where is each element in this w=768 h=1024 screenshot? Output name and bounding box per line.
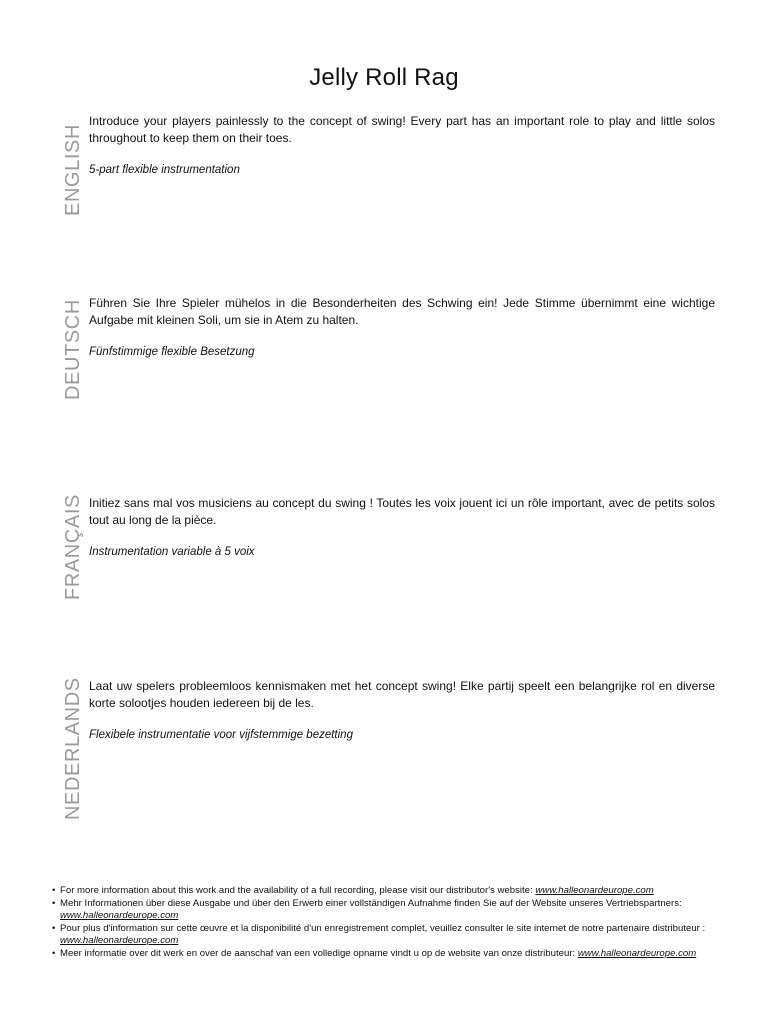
description-francais: Initiez sans mal vos musiciens au concept du swing ! Toutes les voix jouent ici un rôle important, avec de petits solos tout au long de la pièce. (89, 496, 715, 527)
language-label-francais: FRANÇAIS (62, 494, 84, 600)
footer-note-text: For more information about this work and the availability of a full recording, please visit our distributor's website: (60, 885, 536, 896)
footer-note-text: Meer informatie over dit werk en over de aanschaf van een volledige opname vindt u op de website van onze distributeur: (60, 947, 578, 959)
instrumentation-deutsch: Fünfstimmige flexible Besetzung (89, 346, 255, 358)
description-english: Introduce your players painlessly to the concept of swing! Every part has an important role to play and little solos throughout to keep them on their toes. (89, 114, 715, 145)
description-deutsch: Führen Sie Ihre Spieler mühelos in die Besonderheiten des Schwing ein! Jede Stimme übernimmt eine wichtige Aufgabe mit kleinen Soli, um sie in Atem zu halten. (89, 296, 715, 327)
footer-note-english (52, 885, 732, 898)
footer-note-text: Mehr Informationen über diese Ausgabe und über den Erwerb einer vollständigen Aufnahme finden Sie auf der Website unseres Vertriebspartners: (60, 897, 682, 909)
instrumentation-english: 5-part flexible instrumentation (89, 164, 240, 176)
instrumentation-francais: Instrumentation variable à 5 voix (89, 546, 255, 558)
language-label-deutsch: DEUTSCH (62, 299, 84, 400)
distributor-link[interactable]: www.halleonardeurope.com (535, 885, 654, 896)
language-label-english: ENGLISH (62, 123, 84, 216)
page-title: Jelly Roll Rag (309, 64, 459, 91)
bullet-icon: • (52, 922, 56, 934)
instrumentation-nederlands: Flexibele instrumentatie voor vijfstemmige bezetting (89, 729, 353, 741)
bullet-icon: • (52, 947, 56, 959)
footer-note-nederlands (52, 948, 732, 961)
footer-note-francais (52, 923, 732, 948)
footer-note-deutsch (52, 898, 732, 923)
footer-note-text: Pour plus d'information sur cette œuvre et la disponibilité d'un enregistrement complet, veuillez consulter le site internet de notre partenaire distributeur : (60, 922, 706, 934)
distributor-link[interactable]: www.halleonardeurope.com (577, 947, 697, 959)
distributor-link[interactable]: www.halleonardeurope.com (60, 935, 179, 946)
description-nederlands: Laat uw spelers probleemloos kennismaken met het concept swing! Elke partij speelt een belangrijke rol en diverse korte solootjes houden iedereen bij de les. (89, 679, 715, 710)
distributor-link[interactable]: www.halleonardeurope.com (60, 910, 179, 921)
footer-notes (52, 885, 732, 960)
language-label-nederlands: NEDERLANDS (62, 677, 84, 820)
bullet-icon: • (52, 897, 56, 909)
bullet-icon: • (52, 885, 56, 896)
